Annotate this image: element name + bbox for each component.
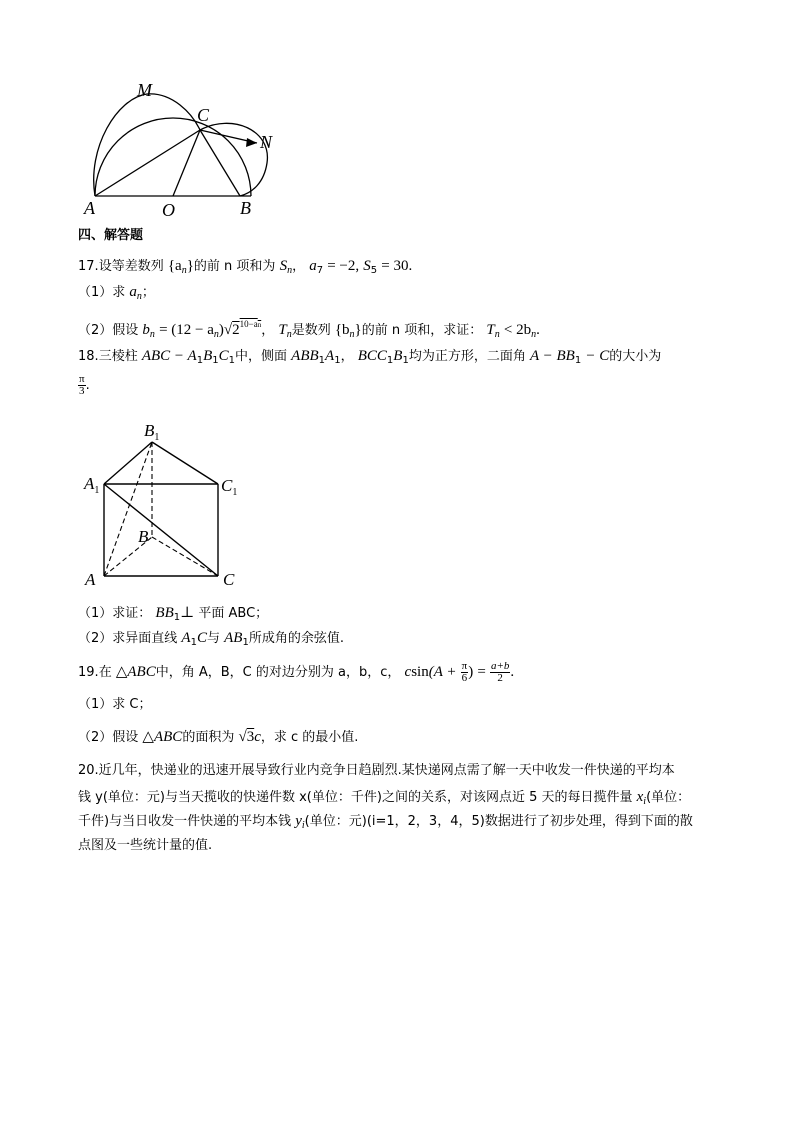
- label-B1: $B_1$: [144, 421, 160, 443]
- label-C: C: [223, 570, 235, 589]
- dashed-BC: [152, 537, 218, 576]
- segment-OC: [173, 130, 200, 196]
- label-A1: $A_1$: [84, 474, 100, 496]
- label-O: O: [162, 200, 175, 218]
- figure-semicircle: [82, 78, 287, 218]
- q20-line4: 点图及一些统计量的值.: [78, 838, 213, 853]
- q19-stem: 19.在 △ABC中，角 A，B，C 的对边分别为 a，b，c， csin(A + $\frac{\pi}{6}$ ) = $\frac{a+b}{2}$ .: [78, 660, 515, 684]
- q19-part1: （1）求 C；: [78, 697, 152, 712]
- label-B: B: [138, 527, 149, 546]
- label-N: N: [260, 132, 273, 152]
- figure-prism: [82, 415, 247, 593]
- edge-B1C1: [152, 442, 218, 484]
- label-A: A: [84, 198, 95, 218]
- q20-line1: 20.近几年，快递业的迅速开展导致行业内竞争日趋剧烈.某快递网点需了解一天中收发一件快递的平均本: [78, 763, 675, 778]
- diag-A1C: [104, 484, 218, 576]
- label-C: C: [197, 105, 210, 125]
- section-heading: 四、解答题: [78, 228, 144, 243]
- q18-angle: $\frac{\pi}{3}$ .: [79, 373, 90, 397]
- q18-part2: （2）求异面直线 $A_1C$与 $AB_1$所成角的余弦值.: [78, 630, 344, 648]
- q17-part1: （1）求 $a_n$；: [78, 284, 155, 302]
- label-A: A: [85, 570, 96, 589]
- segment-AC: [95, 130, 200, 196]
- q17-stem: 17.设等差数列 $\{a_n\}$的前 n 项和为 $S_n$， $a_7 = -2$, $S_5 = 30$.: [78, 258, 413, 276]
- semicircle-arc: [95, 118, 251, 196]
- q18-stem: 18.三棱柱 ABC − $A_1B_1C_1$中，侧面 $ABB_1A_1$， $BCC_1B_1$均为正方形，二面角 $A - BB_1 - C$的大小为: [78, 348, 662, 366]
- label-B: B: [240, 198, 251, 218]
- arc-AMC: [94, 94, 200, 196]
- q18-part1: （1）求证： $BB_1\perp$ 平面 ABC；: [78, 605, 269, 623]
- q17-part2: （2）假设 $b_n = (12 - a_n)√2^{10-an}$， $T_n$是数列 $\{b_n\}$的前 n 项和，求证： $T_n < 2b_n$.: [78, 319, 540, 340]
- arrow-head-N: [246, 138, 257, 147]
- q20-line2: 钱 y(单位：元)与当天揽收的快递件数 x(单位：千件)之间的关系，对该网点近 5 天的每日揽件量 $x_i$(单位：: [78, 789, 691, 807]
- segment-CB: [200, 130, 240, 196]
- q20-line3: 千件)与当日收发一件快递的平均本钱 $y_i$(单位：元)(i=1，2，3，4，5)数据进行了初步处理，得到下面的散: [78, 813, 693, 831]
- label-C1: $C_1$: [221, 476, 238, 498]
- label-M: M: [137, 80, 152, 100]
- q19-part2: （2）假设 △ABC的面积为 √3c，求 c 的最小值.: [78, 729, 359, 745]
